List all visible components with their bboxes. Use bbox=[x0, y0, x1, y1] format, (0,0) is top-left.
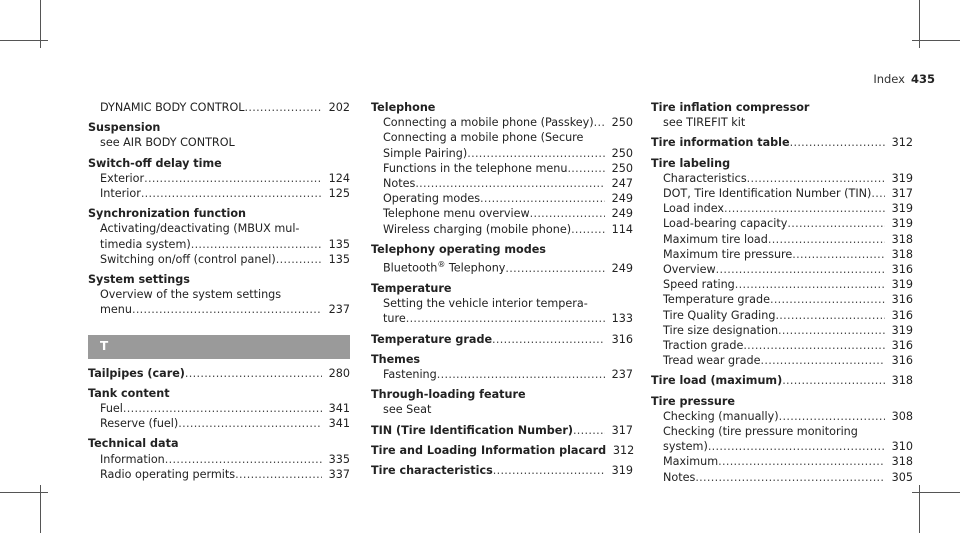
index-subentry[interactable]: Traction grade ..... 316 bbox=[651, 338, 913, 353]
index-subentry[interactable]: Overview ..... 316 bbox=[651, 262, 913, 277]
index-subentry[interactable]: DYNAMIC BODY CONTROL ..... 202 bbox=[88, 100, 350, 115]
index-entry bbox=[651, 394, 913, 485]
index-subentry[interactable]: Bluetooth® Telephony ..... 249 bbox=[371, 257, 633, 276]
index-subentry[interactable]: ture ..... 133 bbox=[371, 311, 633, 326]
see-reference[interactable]: see AIR BODY CONTROL bbox=[100, 136, 235, 150]
index-subentry[interactable]: Characteristics ..... 319 bbox=[651, 171, 913, 186]
index-entry bbox=[371, 332, 633, 347]
crop-mark bbox=[0, 40, 48, 41]
index-entry bbox=[88, 206, 350, 267]
index-subentry[interactable]: Fuel ..... 341 bbox=[88, 401, 350, 416]
index-subentry[interactable]: Speed rating ..... 319 bbox=[651, 277, 913, 292]
index-subentry-line[interactable]: Overview of the system settings bbox=[100, 288, 282, 302]
index-subentry[interactable]: Checking (manually) ..... 308 bbox=[651, 409, 913, 424]
index-subentry-line[interactable]: Setting the vehicle interior tempera- bbox=[383, 297, 588, 311]
index-heading: Synchronization function bbox=[88, 207, 246, 221]
index-main-entry[interactable]: Tire load (maximum) ..... 318 bbox=[651, 373, 913, 388]
index-entry bbox=[88, 386, 350, 432]
index-main-entry[interactable]: Tire characteristics ..... 319 bbox=[371, 463, 633, 478]
index-entry bbox=[88, 366, 350, 381]
index-main-entry[interactable]: Tire and Loading Information placard 312 bbox=[371, 443, 635, 457]
page-number: 435 bbox=[910, 72, 935, 86]
index-subentry-line[interactable]: Connecting a mobile phone (Secure bbox=[383, 131, 584, 145]
index-entry bbox=[371, 242, 633, 276]
index-entry bbox=[88, 120, 350, 150]
index-entry bbox=[651, 135, 913, 150]
index-heading: Themes bbox=[371, 352, 421, 366]
index-subentry[interactable]: Tire size designation ..... 319 bbox=[651, 323, 913, 338]
index-subentry[interactable]: Notes ..... 305 bbox=[651, 470, 913, 485]
index-column-2 bbox=[371, 100, 633, 483]
index-subentry[interactable]: Load index ..... 319 bbox=[651, 201, 913, 216]
index-subentry[interactable]: timedia system) ..... 135 bbox=[88, 237, 350, 252]
index-subentry-line[interactable]: Activating/deactivating (MBUX mul- bbox=[100, 222, 300, 236]
index-subentry[interactable]: Fastening ..... 237 bbox=[371, 367, 633, 382]
index-subentry-line[interactable]: Checking (tire pressure monitoring bbox=[663, 425, 858, 439]
index-subentry[interactable]: Radio operating permits ..... 337 bbox=[88, 467, 350, 482]
index-heading: Tire inflation compressor bbox=[651, 101, 810, 114]
index-heading: Temperature bbox=[371, 281, 452, 295]
index-subentry[interactable]: Maximum tire load ..... 318 bbox=[651, 232, 913, 247]
index-entry bbox=[88, 272, 350, 318]
index-entry bbox=[371, 281, 633, 327]
index-entry bbox=[371, 352, 633, 382]
index-entry bbox=[371, 463, 633, 478]
crop-mark bbox=[912, 492, 960, 493]
index-heading: Telephony operating modes bbox=[371, 242, 546, 256]
index-heading: Telephone bbox=[371, 101, 436, 114]
index-subentry[interactable]: Exterior ..... 124 bbox=[88, 171, 350, 186]
index-entry bbox=[651, 373, 913, 388]
see-reference[interactable]: see TIREFIT kit bbox=[663, 116, 746, 130]
index-entry bbox=[88, 156, 350, 202]
index-heading: Tank content bbox=[88, 386, 170, 400]
page-header bbox=[873, 72, 935, 86]
crop-mark bbox=[0, 492, 48, 493]
header-label: Index bbox=[873, 72, 905, 86]
index-subentry[interactable]: Switching on/off (control panel) ..... 135 bbox=[88, 252, 350, 267]
index-main-entry[interactable]: Temperature grade ..... 316 bbox=[371, 332, 633, 347]
index-column-3 bbox=[651, 100, 913, 490]
index-subentry[interactable]: Load-bearing capacity ..... 319 bbox=[651, 216, 913, 231]
index-heading: Tire pressure bbox=[651, 394, 735, 408]
index-subentry[interactable]: Information ..... 335 bbox=[88, 452, 350, 467]
index-subentry[interactable]: DOT, Tire Identification Number (TIN) ..... 317 bbox=[651, 186, 913, 201]
index-heading: Through-loading feature bbox=[371, 388, 526, 402]
index-subentry[interactable]: Maximum tire pressure ..... 318 bbox=[651, 247, 913, 262]
index-subentry[interactable]: Reserve (fuel) ..... 341 bbox=[88, 416, 350, 431]
index-subentry[interactable]: Tire Quality Grading ..... 316 bbox=[651, 308, 913, 323]
index-entry bbox=[371, 100, 633, 237]
index-entry bbox=[88, 436, 350, 482]
index-main-entry[interactable]: Tire information table ..... 312 bbox=[651, 135, 913, 150]
index-subentry[interactable]: system) ..... 310 bbox=[651, 439, 913, 454]
index-subentry[interactable]: Simple Pairing) ..... 250 bbox=[371, 146, 633, 161]
index-subentry[interactable]: Wireless charging (mobile phone) ..... 114 bbox=[371, 222, 633, 237]
index-entry bbox=[651, 156, 913, 369]
index-main-entry[interactable]: TIN (Tire Identification Number) ..... 317 bbox=[371, 423, 633, 438]
index-heading: Suspension bbox=[88, 121, 161, 135]
index-heading: Switch-off delay time bbox=[88, 156, 222, 170]
index-subentry[interactable]: menu ..... 237 bbox=[88, 302, 350, 317]
index-entry bbox=[371, 423, 633, 438]
section-letter-bar: T bbox=[88, 335, 350, 359]
index-subentry[interactable]: Operating modes ..... 249 bbox=[371, 191, 633, 206]
index-heading: Tire labeling bbox=[651, 156, 731, 170]
index-entry bbox=[371, 387, 633, 417]
index-subentry[interactable]: Maximum ..... 318 bbox=[651, 454, 913, 469]
index-heading: Technical data bbox=[88, 437, 179, 451]
index-subentry[interactable]: Interior ..... 125 bbox=[88, 186, 350, 201]
index-entry bbox=[371, 443, 633, 458]
index-entry bbox=[651, 100, 913, 130]
index-subentry[interactable]: Notes ..... 247 bbox=[371, 176, 633, 191]
see-reference[interactable]: see Seat bbox=[383, 403, 432, 417]
index-subentry[interactable]: Functions in the telephone menu ..... 250 bbox=[371, 161, 633, 176]
index-entry bbox=[88, 100, 350, 115]
index-subentry[interactable]: Telephone menu overview ..... 249 bbox=[371, 206, 633, 221]
index-subentry[interactable]: Connecting a mobile phone (Passkey) ..... 250 bbox=[371, 115, 633, 130]
index-subentry[interactable]: Tread wear grade ..... 316 bbox=[651, 353, 913, 368]
index-column-1 bbox=[88, 100, 350, 487]
index-main-entry[interactable]: Tailpipes (care) ..... 280 bbox=[88, 366, 350, 381]
crop-mark bbox=[912, 40, 960, 41]
index-heading: System settings bbox=[88, 273, 190, 287]
index-subentry[interactable]: Temperature grade ..... 316 bbox=[651, 292, 913, 307]
